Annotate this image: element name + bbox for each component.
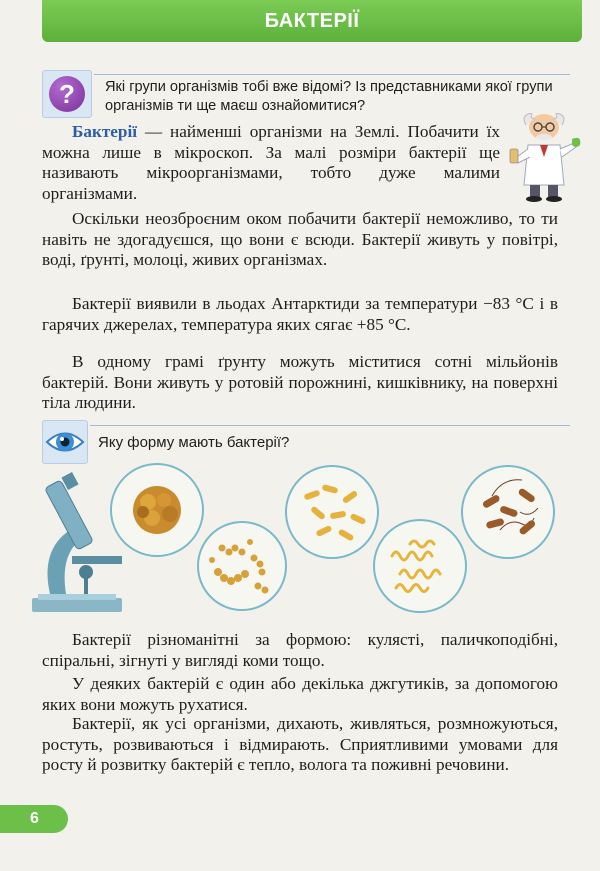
page-title: БАКТЕРІЇ — [264, 9, 360, 32]
paragraph-flagella: У деяких бактерій є один або декілька джгутиків, за допомогою яких вони можуть рухатися. — [42, 674, 558, 714]
paragraph-everywhere: Оскільки неозброєним оком побачити бактерії неможливо, то ти навіть не здогадуєшся, що вони є всюди. Бактерії живуть у повітрі, воді, ґрунті, молоці, живих організмах. — [42, 209, 558, 270]
paragraph-temperature: Бактерії виявили в льодах Антарктиди за температури −83 °С і в гарячих джерелах, температура яких сягає +85 °С. — [42, 294, 558, 334]
bacteria-forms-illustration — [0, 460, 600, 640]
eye-icon-box — [42, 420, 88, 464]
microscope-illustration — [32, 472, 122, 612]
question-icon-box — [42, 70, 92, 118]
term-bacteria: Бактерії — [72, 122, 138, 141]
header-bar — [42, 0, 582, 42]
bacilli-rods — [286, 466, 378, 558]
intro-paragraph — [42, 122, 500, 204]
intro-text: — найменші організми на Землі. Побачити їх можна лише в мікроскоп. За малі розміри бактерії ще називають мікроорганізмами, тобто дуже малими організмами. — [42, 122, 500, 203]
observe-divider — [90, 425, 570, 426]
flagellated-bacteria — [462, 466, 554, 558]
page-number-tab — [0, 805, 68, 833]
eye-icon — [43, 421, 87, 463]
observe-prompt: Яку форму мають бактерії? — [98, 434, 290, 451]
prompt-divider — [94, 74, 570, 75]
spirilla-spirals — [374, 520, 466, 612]
question-prompt: Які групи організмів тобі вже відомі? Із представниками якої групи організмів ти ще маєш ознайомитися? — [105, 79, 553, 114]
question-mark-icon: ? — [49, 76, 85, 112]
scientist-illustration — [504, 113, 584, 203]
cocci-cluster — [111, 464, 203, 556]
streptococci-chains — [198, 522, 286, 610]
paragraph-life: Бактерії, як усі організми, дихають, живляться, розмножуються, ростуть, розвиваються і відмирають. Сприятливими умовами для росту й розвитку бактерій є тепло, волога та поживні речовини. — [42, 714, 558, 775]
paragraph-soil: В одному грамі ґрунту можуть міститися сотні мільйонів бактерій. Вони живуть у ротовій порожнині, кишківнику, на поверхні тіла людини. — [42, 352, 558, 413]
paragraph-forms: Бактерії різноманітні за формою: кулясті, паличкоподібні, спіральні, зігнуті у вигляді коми тощо. — [42, 630, 558, 670]
page-number: 6 — [30, 810, 39, 827]
